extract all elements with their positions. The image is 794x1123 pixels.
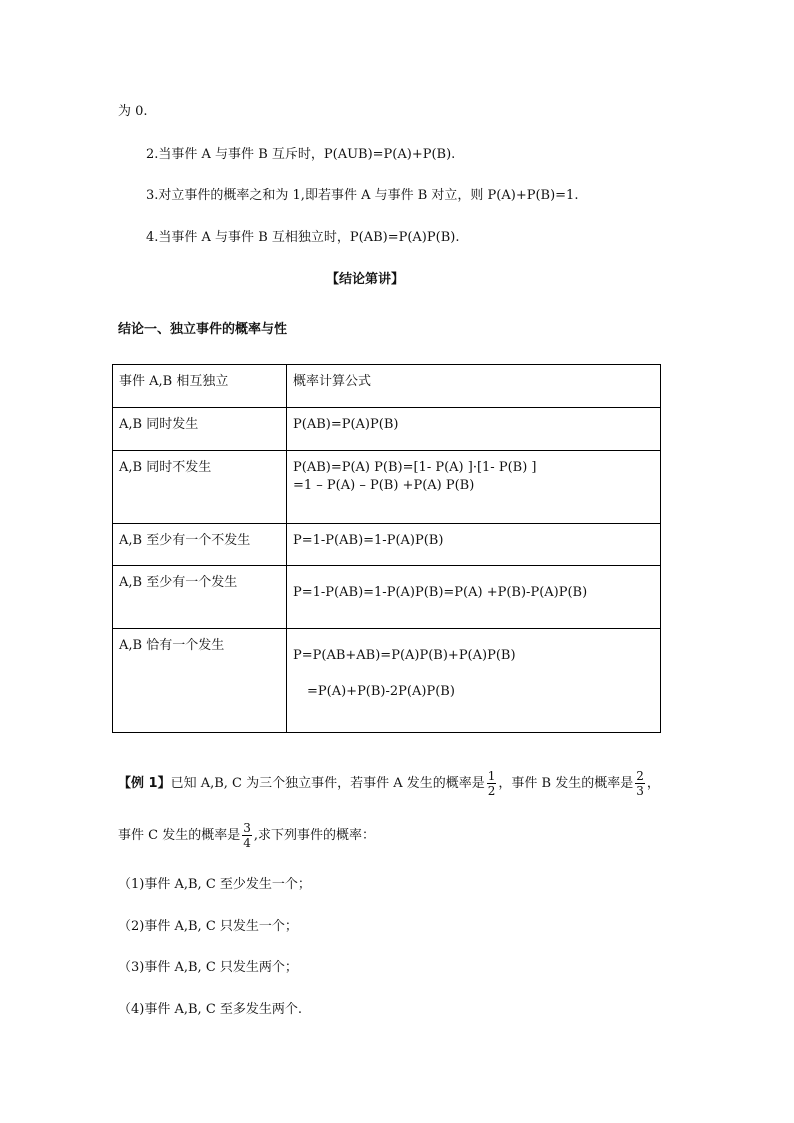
formula-line-1: P(AB)=P(A) P(B)=[1- P(A) ]·[1- P(B) ]: [293, 460, 537, 475]
example-line-2: [118, 818, 375, 854]
row-event: A,B 至少有一个不发生: [113, 524, 287, 566]
row-formula: P=1-P(AB)=1-P(A)P(B)=P(A) +P(B)-P(A)P(B): [287, 566, 661, 629]
row-formula: [287, 629, 661, 733]
fraction-denominator: 4: [243, 836, 251, 850]
row-event: A,B 恰有一个发生: [113, 629, 287, 733]
example-text-a: 已知 A,B, C 为三个独立事件，若事件 A 发生的概率是: [170, 776, 485, 791]
table-row: [113, 566, 661, 629]
table-row: [113, 408, 661, 451]
row-formula: [287, 451, 661, 524]
table-row: [113, 451, 661, 524]
fraction-2: [635, 769, 645, 798]
header-formula: 概率计算公式: [287, 365, 661, 408]
fraction-numerator: 1: [487, 769, 496, 783]
intro-line-3: 3.对立事件的概率之和为 1,即若事件 A 与事件 B 对立，则 P(A)+P(B)=1.: [146, 188, 579, 203]
row-event: A,B 同时不发生: [113, 451, 287, 524]
row-formula: P(AB)=P(A)P(B): [287, 408, 661, 451]
fraction-3: [242, 821, 252, 850]
fraction-numerator: 2: [636, 769, 644, 783]
example-text-c: ，: [646, 776, 660, 791]
table-row: [113, 524, 661, 566]
row-formula: P=1-P(AB)=1-P(A)P(B): [287, 524, 661, 566]
question-3: （3)事件 A,B, C 只发生两个；: [118, 960, 298, 975]
intro-line-4: 4.当事件 A 与事件 B 互相独立时，P(AB)=P(A)P(B).: [146, 230, 460, 245]
intro-line-0: 为 0.: [118, 104, 148, 119]
question-4: （4)事件 A,B, C 至多发生两个.: [118, 1002, 303, 1017]
example-text-e: ,求下列事件的概率：: [253, 828, 375, 843]
table-header-row: [113, 365, 661, 408]
formula-line-2: =1 – P(A) – P(B) +P(A) P(B): [293, 478, 475, 493]
example-text-d: 事件 C 发生的概率是: [118, 828, 241, 843]
question-1: （1)事件 A,B, C 至少发生一个；: [118, 877, 311, 892]
conclusion-title: 结论一、独立事件的概率与性: [118, 322, 288, 337]
table-row: [113, 629, 661, 733]
formula-line-2: =P(A)+P(B)-2P(A)P(B): [307, 684, 455, 699]
question-2: （2)事件 A,B, C 只发生一个；: [118, 919, 298, 934]
intro-line-2: 2.当事件 A 与事件 B 互斥时，P(AUB)=P(A)+P(B).: [146, 147, 456, 162]
example-text-b: ，事件 B 发生的概率是: [498, 776, 634, 791]
conclusion-table: [112, 364, 661, 733]
fraction-numerator: 3: [243, 821, 251, 835]
row-event: A,B 至少有一个发生: [113, 566, 287, 629]
fraction-1: [487, 769, 497, 798]
header-event: 事件 A,B 相互独立: [113, 365, 287, 408]
row-event: A,B 同时发生: [113, 408, 287, 451]
fraction-denominator: 3: [636, 784, 644, 798]
example-line-1: [118, 766, 660, 802]
formula-line-1: P=P(AB+AB)=P(A)P(B)+P(A)P(B): [293, 648, 516, 663]
fraction-denominator: 2: [487, 784, 496, 798]
section-title: 【结论第讲】: [326, 272, 405, 287]
example-label: 【例 1】: [118, 776, 171, 791]
